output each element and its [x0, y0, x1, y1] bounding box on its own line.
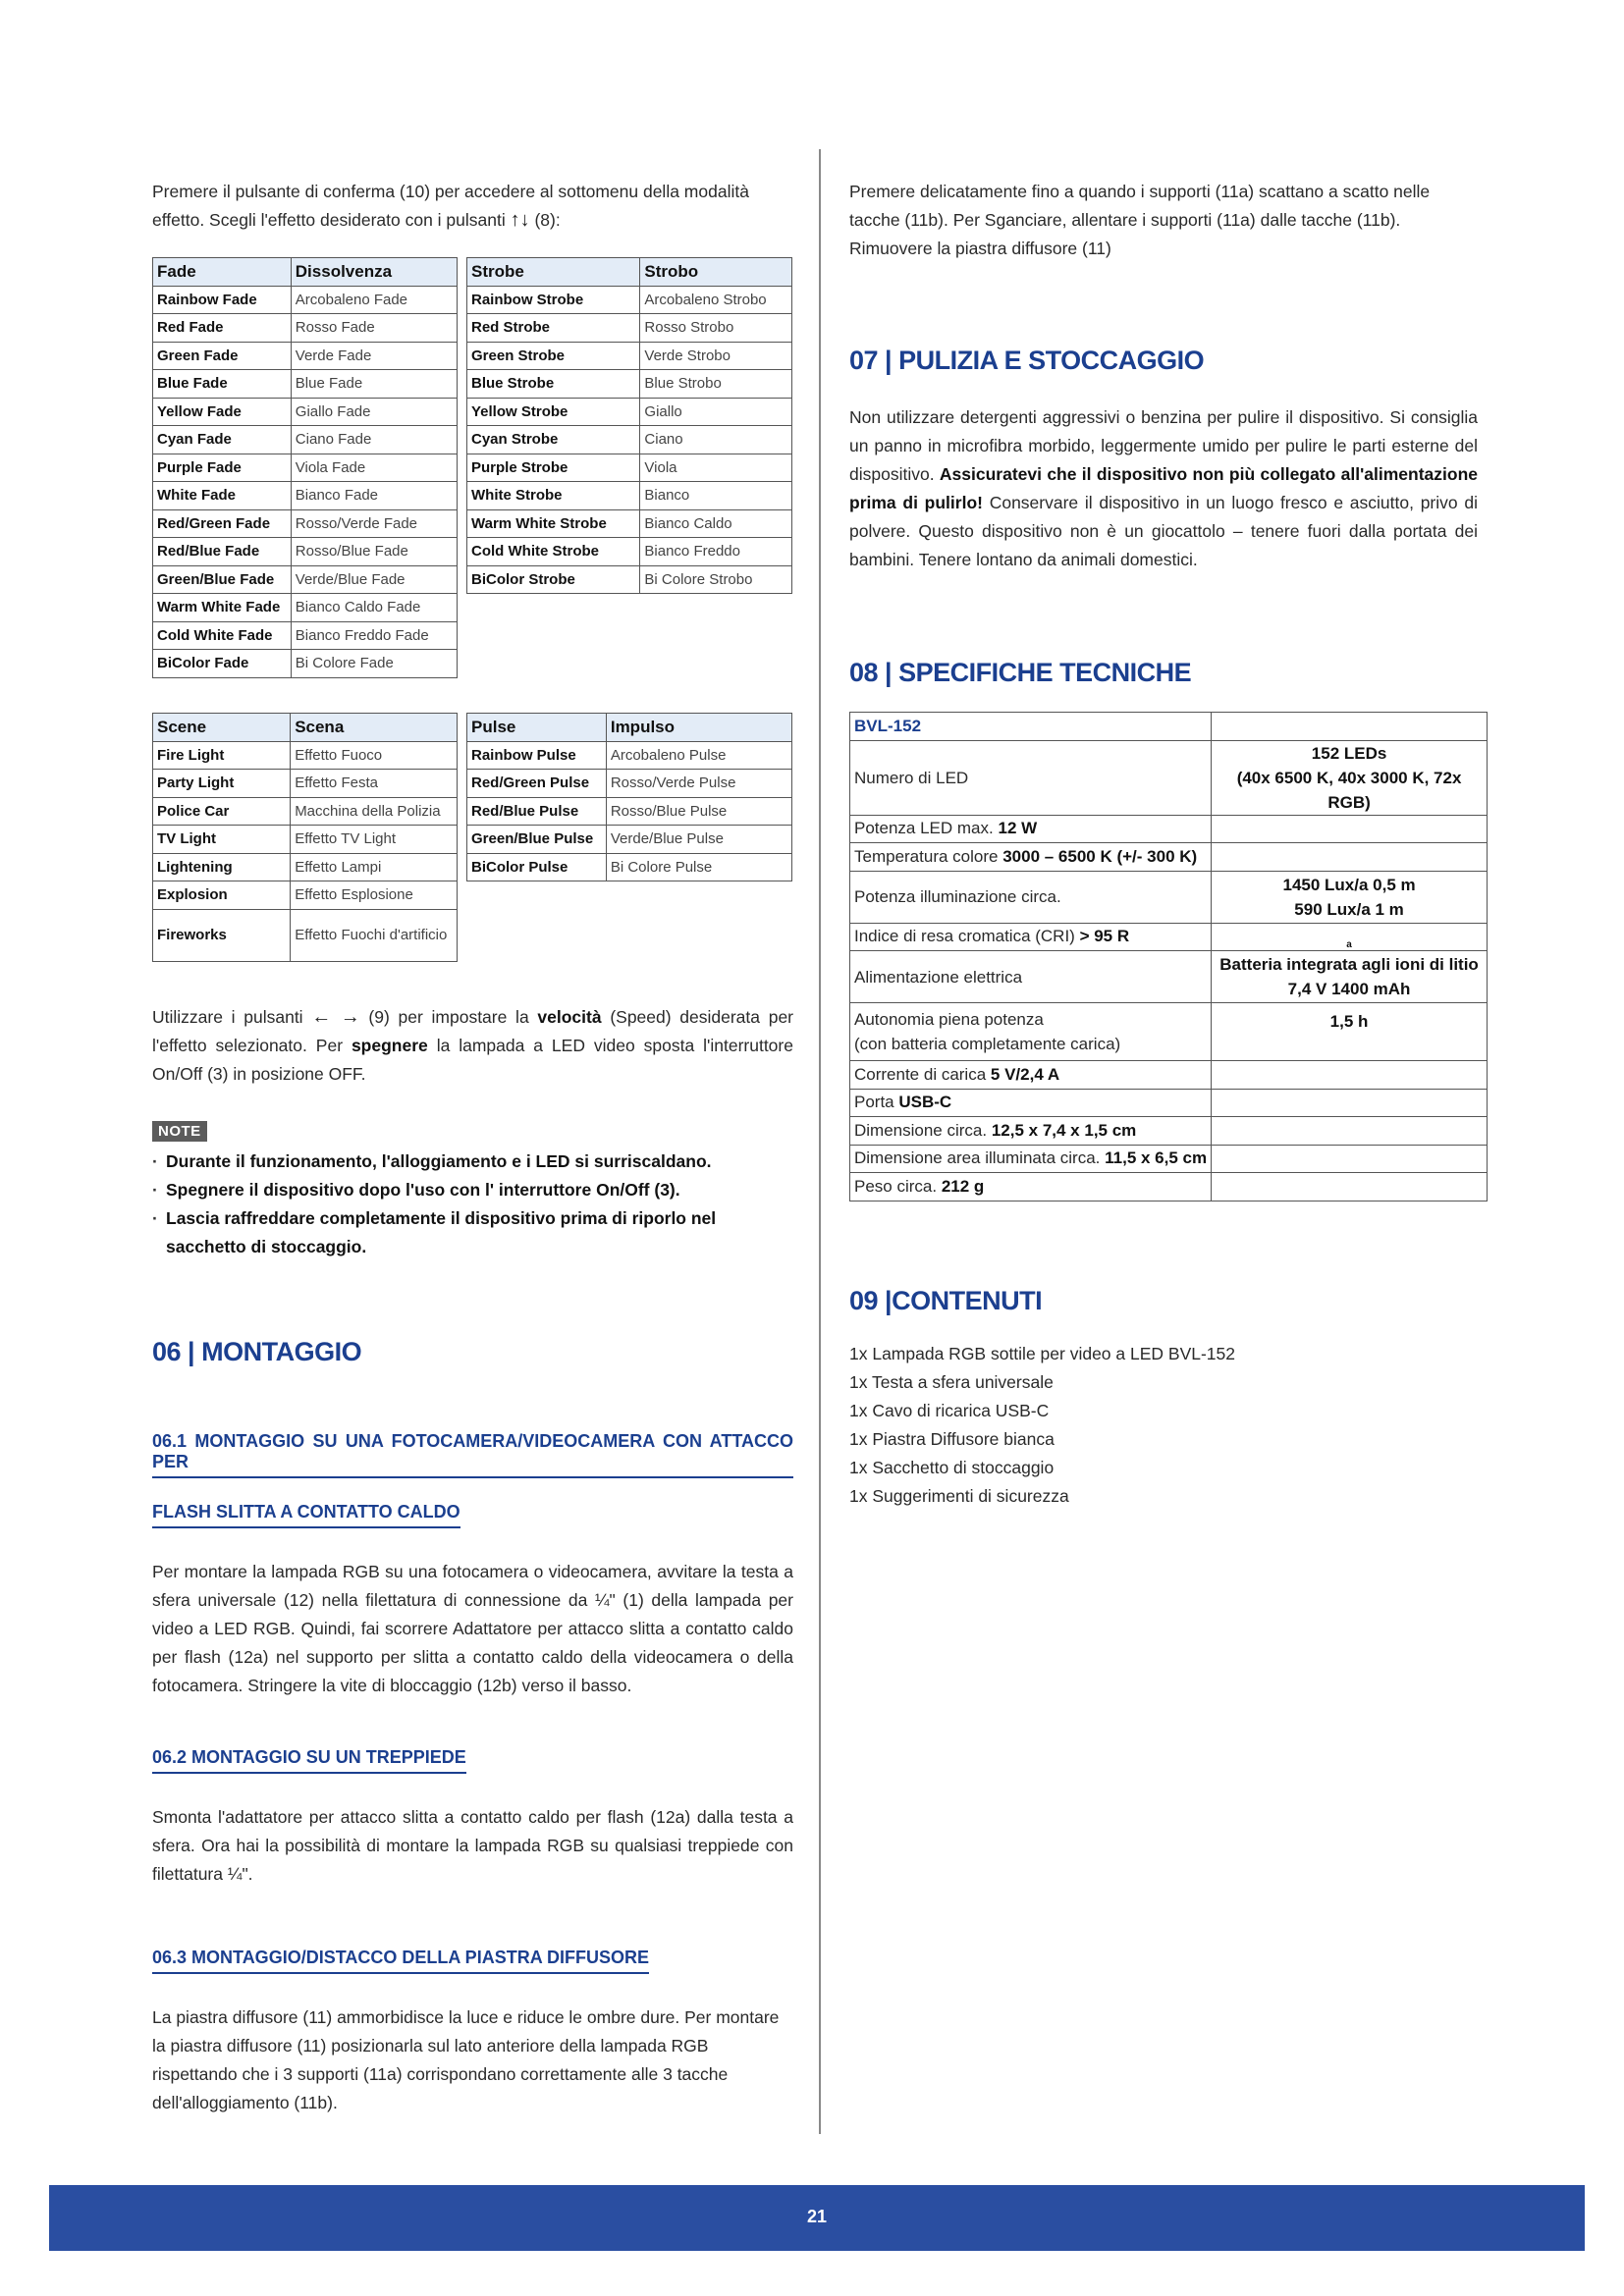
spec-row: [850, 1117, 1212, 1146]
subsection-text: Smonta l'adattatore per attacco slitta a contatto caldo per flash (12a) dalla testa a sfera. Ora hai la possibilità di montare la lampada RGB su qualsiasi treppiede con filettatura ¼".: [152, 1807, 793, 1884]
scene-row: [153, 741, 458, 770]
fade-effect-name: Red/Green Fade: [153, 509, 292, 538]
fade-row: [153, 370, 458, 399]
spec-row: [850, 815, 1212, 843]
strobe-effect-name: Cold White Strobe: [467, 538, 640, 566]
strobe-row: [467, 509, 792, 538]
strobe-row: [467, 482, 792, 510]
fade-effect-translation: Bi Colore Fade: [291, 650, 457, 678]
strobe-row: [467, 286, 792, 314]
strobe-effect-translation: Rosso Strobo: [640, 314, 792, 343]
fade-effect-translation: Arcobaleno Fade: [291, 286, 457, 314]
pulse-effect-name: Red/Blue Pulse: [467, 797, 607, 826]
fade-table-header: Dissolvenza: [291, 258, 457, 287]
fade-row: [153, 398, 458, 426]
spec-empty: [1212, 1061, 1488, 1090]
pulse-effect-translation: Verde/Blue Pulse: [606, 826, 791, 854]
scene-effect-name: Fireworks: [153, 909, 291, 961]
strobe-row: [467, 454, 792, 482]
scene-effect-translation: Effetto Fuochi d'artificio: [291, 909, 458, 961]
spec-row: [850, 1061, 1212, 1090]
spec-row: [850, 843, 1212, 872]
strobe-row: [467, 538, 792, 566]
spec-label: Potenza illuminazione circa.: [850, 871, 1212, 923]
fade-effect-translation: Rosso Fade: [291, 314, 457, 343]
spec-row: [850, 1089, 1212, 1117]
note-badge: NOTE: [152, 1121, 207, 1142]
subsection-06-2: [152, 1747, 793, 1889]
strobe-effect-name: Blue Strobe: [467, 370, 640, 399]
contenuti-item: 1x Piastra Diffusore bianca: [849, 1429, 1055, 1449]
fade-row: [153, 426, 458, 454]
fade-effect-name: Green/Blue Fade: [153, 565, 292, 594]
spec-value: 1,5 h: [1212, 1003, 1488, 1061]
pulse-row: [467, 853, 792, 881]
pulse-effect-name: Red/Green Pulse: [467, 770, 607, 798]
spec-empty: [1212, 843, 1488, 872]
scene-row: [153, 909, 458, 961]
pulse-effect-translation: Arcobaleno Pulse: [606, 741, 791, 770]
strobe-effect-translation: Ciano: [640, 426, 792, 454]
strobe-effect-name: Purple Strobe: [467, 454, 640, 482]
intro-paragraph: [152, 178, 793, 235]
fade-row: [153, 509, 458, 538]
spec-empty: [1212, 1089, 1488, 1117]
spec-value: 5 V/2,4 A: [990, 1064, 1060, 1084]
fade-effect-name: Yellow Fade: [153, 398, 292, 426]
fade-effect-translation: Rosso/Blue Fade: [291, 538, 457, 566]
pulizia-section: [849, 346, 1478, 574]
strobe-effect-name: White Strobe: [467, 482, 640, 510]
pulizia-text-part: Non utilizzare detergenti aggressivi o benzina per pulire il dispositivo. Si consiglia un panno in microfibra morbido, leggermente umido per pulire le parti esterne del dispositivo.: [849, 407, 1478, 484]
fade-effect-translation: Blue Fade: [291, 370, 457, 399]
spec-row: [850, 1173, 1212, 1201]
section-title-specs: 08 | SPECIFICHE TECNICHE: [849, 658, 1192, 687]
pulizia-text: [849, 403, 1478, 574]
up-down-arrows-icon: ↑↓: [510, 209, 530, 231]
scene-effect-name: Police Car: [153, 797, 291, 826]
spec-empty: [1212, 815, 1488, 843]
spec-label: Alimentazione elettrica: [850, 951, 1212, 1003]
scene-effect-translation: Effetto Festa: [291, 770, 458, 798]
subsection-title: 06.3 MONTAGGIO/DISTACCO DELLA PIASTRA DIFFUSORE: [152, 1948, 649, 1974]
subsection-title: FLASH SLITTA A CONTATTO CALDO: [152, 1502, 460, 1528]
fade-row: [153, 342, 458, 370]
spec-label: Dimensione area illuminata circa.: [854, 1148, 1101, 1168]
scene-effect-name: Party Light: [153, 770, 291, 798]
section-title-contenuti: 09 |CONTENUTI: [849, 1286, 1043, 1315]
spec-value: 212 g: [941, 1176, 985, 1196]
strobe-effect-translation: Bianco Caldo: [640, 509, 792, 538]
strobe-effect-translation: Bianco: [640, 482, 792, 510]
specs-table: [849, 712, 1488, 1201]
pulse-row: [467, 797, 792, 826]
pulse-table: [466, 713, 792, 881]
spec-empty: [1212, 713, 1488, 741]
subsection-title: 06.2 MONTAGGIO SU UN TREPPIEDE: [152, 1747, 466, 1774]
speed-bold: velocità: [537, 1007, 602, 1027]
intro-line-2-end: (8):: [534, 210, 561, 230]
speed-paragraph: [152, 1003, 793, 1089]
spec-label: Temperatura colore: [854, 846, 999, 866]
pulse-table-header: Impulso: [606, 714, 791, 742]
spec-row: [850, 923, 1212, 951]
scene-row: [153, 853, 458, 881]
spec-label: Porta: [854, 1093, 894, 1112]
page-number: 21: [806, 2207, 828, 2226]
spec-label-line: (con batteria completamente carica): [854, 1035, 1121, 1053]
spec-model: BVL-152: [850, 713, 1212, 741]
fade-effect-name: BiColor Fade: [153, 650, 292, 678]
spec-label: [850, 1003, 1212, 1061]
spec-value: > 95 R: [1079, 927, 1130, 946]
column-divider: [819, 149, 821, 2134]
pulse-row: [467, 826, 792, 854]
spec-value: [1212, 951, 1488, 1003]
pulse-effect-translation: Rosso/Verde Pulse: [606, 770, 791, 798]
strobe-table: [466, 257, 792, 594]
note-list: [152, 1148, 793, 1261]
scene-row: [153, 797, 458, 826]
spec-label: Potenza LED max.: [854, 819, 994, 838]
strobe-effect-translation: Bi Colore Strobo: [640, 565, 792, 594]
spec-value: [1212, 740, 1488, 815]
fade-effect-translation: Ciano Fade: [291, 426, 457, 454]
speed-text: (9) per impostare la: [368, 1007, 529, 1027]
pulse-effect-translation: Bi Colore Pulse: [606, 853, 791, 881]
spec-value: 3000 – 6500 K (+/- 300 K): [1002, 846, 1198, 866]
montaggio-section: [152, 1337, 793, 1367]
scene-effect-name: Explosion: [153, 881, 291, 910]
strobe-row: [467, 565, 792, 594]
intro-line-2: [152, 206, 793, 235]
fade-row: [153, 482, 458, 510]
spec-value: 12 W: [998, 819, 1038, 838]
strobe-effect-name: Rainbow Strobe: [467, 286, 640, 314]
note-item: · Durante il funzionamento, l'alloggiamento e i LED si surriscaldano.: [152, 1148, 793, 1176]
spec-value-line: (40x 6500 K, 40x 3000 K, 72x RGB): [1236, 768, 1462, 812]
fade-effect-name: Cyan Fade: [153, 426, 292, 454]
fade-effect-translation: Viola Fade: [291, 454, 457, 482]
strobe-table-header: Strobo: [640, 258, 792, 287]
scene-row: [153, 770, 458, 798]
subsection-06-1: [152, 1431, 793, 1700]
pulse-effect-name: Rainbow Pulse: [467, 741, 607, 770]
strobe-row: [467, 426, 792, 454]
strobe-table-header: Strobe: [467, 258, 640, 287]
strobe-effect-name: Warm White Strobe: [467, 509, 640, 538]
scene-effect-name: Fire Light: [153, 741, 291, 770]
fade-row: [153, 650, 458, 678]
scene-row: [153, 881, 458, 910]
fade-effect-name: Cold White Fade: [153, 621, 292, 650]
fade-row: [153, 454, 458, 482]
fade-effect-name: Red Fade: [153, 314, 292, 343]
fade-effect-translation: Bianco Freddo Fade: [291, 621, 457, 650]
note-block: [152, 1121, 793, 1261]
spec-value-line: 7,4 V 1400 mAh: [1287, 980, 1411, 998]
strobe-effect-name: Red Strobe: [467, 314, 640, 343]
note-item: · Lascia raffreddare completamente il dispositivo prima di riporlo nel sacchetto di stoccaggio.: [152, 1204, 793, 1261]
spec-label: Peso circa.: [854, 1176, 938, 1196]
strobe-effect-translation: Blue Strobo: [640, 370, 792, 399]
strobe-effect-translation: Bianco Freddo: [640, 538, 792, 566]
scene-effect-translation: Effetto Lampi: [291, 853, 458, 881]
footer-bar: [49, 2185, 1585, 2251]
subsection-title: 06.1 MONTAGGIO SU UNA FOTOCAMERA/VIDEOCAMERA CON ATTACCO PER: [152, 1431, 793, 1478]
contenuti-item: 1x Sacchetto di stoccaggio: [849, 1458, 1055, 1477]
strobe-effect-name: Yellow Strobe: [467, 398, 640, 426]
specs-section: [849, 658, 1478, 688]
spec-value: [1212, 871, 1488, 923]
spec-label: Indice di resa cromatica (CRI): [854, 927, 1075, 946]
pulizia-bold: Assicuratevi che il dispositivo non più collegato all'alimentazione prima di pulirlo!: [849, 464, 1478, 512]
spec-empty: [1212, 1117, 1488, 1146]
scene-table-header: Scena: [291, 714, 458, 742]
spec-label: Numero di LED: [850, 740, 1212, 815]
strobe-effect-name: Cyan Strobe: [467, 426, 640, 454]
speed-text: Utilizzare i pulsanti: [152, 1007, 303, 1027]
right-intro-text: Premere delicatamente fino a quando i supporti (11a) scattano a scatto nelle tacche (11b). Per Sganciare, allentare i supporti (11a) dalle tacche (11b). Rimuovere la piastra diffusore (11): [849, 182, 1431, 258]
spec-value-line: 152 LEDs: [1311, 743, 1387, 763]
fade-row: [153, 594, 458, 622]
fade-effect-translation: Bianco Caldo Fade: [291, 594, 457, 622]
spec-label: Corrente di carica: [854, 1064, 987, 1084]
spec-label-line: Autonomia piena potenza: [854, 1010, 1044, 1029]
subsection-06-3: [152, 1948, 793, 2117]
intro-line-2-text: effetto. Scegli l'effetto desiderato con i pulsanti: [152, 210, 506, 230]
fade-effect-name: Blue Fade: [153, 370, 292, 399]
fade-effect-translation: Verde Fade: [291, 342, 457, 370]
spec-empty: [1212, 1173, 1488, 1201]
fade-effect-name: Green Fade: [153, 342, 292, 370]
spec-value-line: 590 Lux/a 1 m: [1294, 899, 1404, 919]
strobe-row: [467, 342, 792, 370]
contenuti-item: 1x Lampada RGB sottile per video a LED BVL-152: [849, 1344, 1235, 1363]
right-intro: [849, 178, 1478, 263]
strobe-row: [467, 398, 792, 426]
spec-value-line: Batteria integrata agli ioni di litio: [1219, 955, 1479, 974]
contenuti-item: 1x Suggerimenti di sicurezza: [849, 1486, 1069, 1506]
pulse-table-header: Pulse: [467, 714, 607, 742]
scene-effect-translation: Effetto TV Light: [291, 826, 458, 854]
contenuti-item: 1x Cavo di ricarica USB-C: [849, 1401, 1050, 1420]
strobe-effect-translation: Viola: [640, 454, 792, 482]
fade-effect-name: Rainbow Fade: [153, 286, 292, 314]
fade-effect-translation: Bianco Fade: [291, 482, 457, 510]
section-title-montaggio: 06 | MONTAGGIO: [152, 1337, 362, 1366]
subsection-text: La piastra diffusore (11) ammorbidisce la luce e riduce le ombre dure. Per montare la piastra diffusore (11) posizionarla sul lato anteriore della lampada RGB rispettando che i 3 supporti (11a) corrispondano correttamente alle 3 tacche dell'alloggiamento (11b).: [152, 2007, 780, 2112]
fade-effect-name: Red/Blue Fade: [153, 538, 292, 566]
scene-effect-translation: Macchina della Polizia: [291, 797, 458, 826]
fade-row: [153, 565, 458, 594]
spec-label: Dimensione circa.: [854, 1120, 988, 1140]
speed-text: (Speed) desiderata per l'effetto selezionato. Per: [152, 1007, 793, 1055]
scene-table: [152, 713, 458, 962]
spec-value: 11,5 x 6,5 cm: [1105, 1148, 1208, 1168]
fade-table: [152, 257, 458, 678]
spec-empty: [1212, 1145, 1488, 1173]
scene-row: [153, 826, 458, 854]
fade-row: [153, 538, 458, 566]
note-item: · Spegnere il dispositivo dopo l'uso con l' interruttore On/Off (3).: [152, 1176, 793, 1204]
spec-subscript: a: [1212, 923, 1488, 951]
fade-effect-translation: Giallo Fade: [291, 398, 457, 426]
scene-table-header: Scene: [153, 714, 291, 742]
pulse-effect-translation: Rosso/Blue Pulse: [606, 797, 791, 826]
speed-bold: spegnere: [351, 1036, 428, 1055]
fade-row: [153, 314, 458, 343]
fade-effect-name: Purple Fade: [153, 454, 292, 482]
spec-value: USB-C: [898, 1093, 952, 1112]
contenuti-section: [849, 1286, 1478, 1511]
scene-effect-name: Lightening: [153, 853, 291, 881]
strobe-effect-name: BiColor Strobe: [467, 565, 640, 594]
pulse-row: [467, 770, 792, 798]
fade-effect-name: White Fade: [153, 482, 292, 510]
speed-text: la lampada a LED video sposta l'interruttore On/Off (3) in posizione OFF.: [152, 1036, 793, 1084]
fade-table-header: Fade: [153, 258, 292, 287]
strobe-effect-translation: Giallo: [640, 398, 792, 426]
fade-effect-name: Warm White Fade: [153, 594, 292, 622]
strobe-row: [467, 370, 792, 399]
spec-value: 12,5 x 7,4 x 1,5 cm: [991, 1120, 1137, 1140]
strobe-effect-name: Green Strobe: [467, 342, 640, 370]
strobe-row: [467, 314, 792, 343]
section-title-pulizia: 07 | PULIZIA E STOCCAGGIO: [849, 346, 1205, 375]
pulse-effect-name: BiColor Pulse: [467, 853, 607, 881]
scene-effect-translation: Effetto Esplosione: [291, 881, 458, 910]
scene-effect-name: TV Light: [153, 826, 291, 854]
fade-row: [153, 286, 458, 314]
fade-effect-translation: Verde/Blue Fade: [291, 565, 457, 594]
spec-value-line: 1450 Lux/a 0,5 m: [1282, 875, 1416, 894]
fade-effect-translation: Rosso/Verde Fade: [291, 509, 457, 538]
contenuti-list: [849, 1340, 1478, 1511]
pulse-row: [467, 741, 792, 770]
scene-effect-translation: Effetto Fuoco: [291, 741, 458, 770]
pulse-effect-name: Green/Blue Pulse: [467, 826, 607, 854]
intro-line-1: Premere il pulsante di conferma (10) per accedere al sottomenu della modalità: [152, 182, 749, 201]
fade-row: [153, 621, 458, 650]
contenuti-item: 1x Testa a sfera universale: [849, 1372, 1054, 1392]
spec-row: [850, 1145, 1212, 1173]
subsection-text: Per montare la lampada RGB su una fotocamera o videocamera, avvitare la testa a sfera universale (12) nella filettatura di connessione da ¼" (1) della lampada per video a LED RGB. Quindi, fai scorrere Adattatore per attacco slitta a contatto caldo per flash (12a) nel supporto per slitta a contatto caldo della videocamera o della fotocamera. Stringere la vite di bloccaggio (12b) verso il basso.: [152, 1562, 793, 1695]
pulizia-text-part: Conservare il dispositivo in un luogo fresco e asciutto, privo di polvere. Questo dispositivo non è un giocattolo – tenere fuori dalla portata dei bambini. Tenere lontano da animali domestici.: [849, 493, 1478, 569]
strobe-effect-translation: Arcobaleno Strobo: [640, 286, 792, 314]
strobe-effect-translation: Verde Strobo: [640, 342, 792, 370]
left-right-arrows-icon: ← →: [311, 1006, 360, 1028]
